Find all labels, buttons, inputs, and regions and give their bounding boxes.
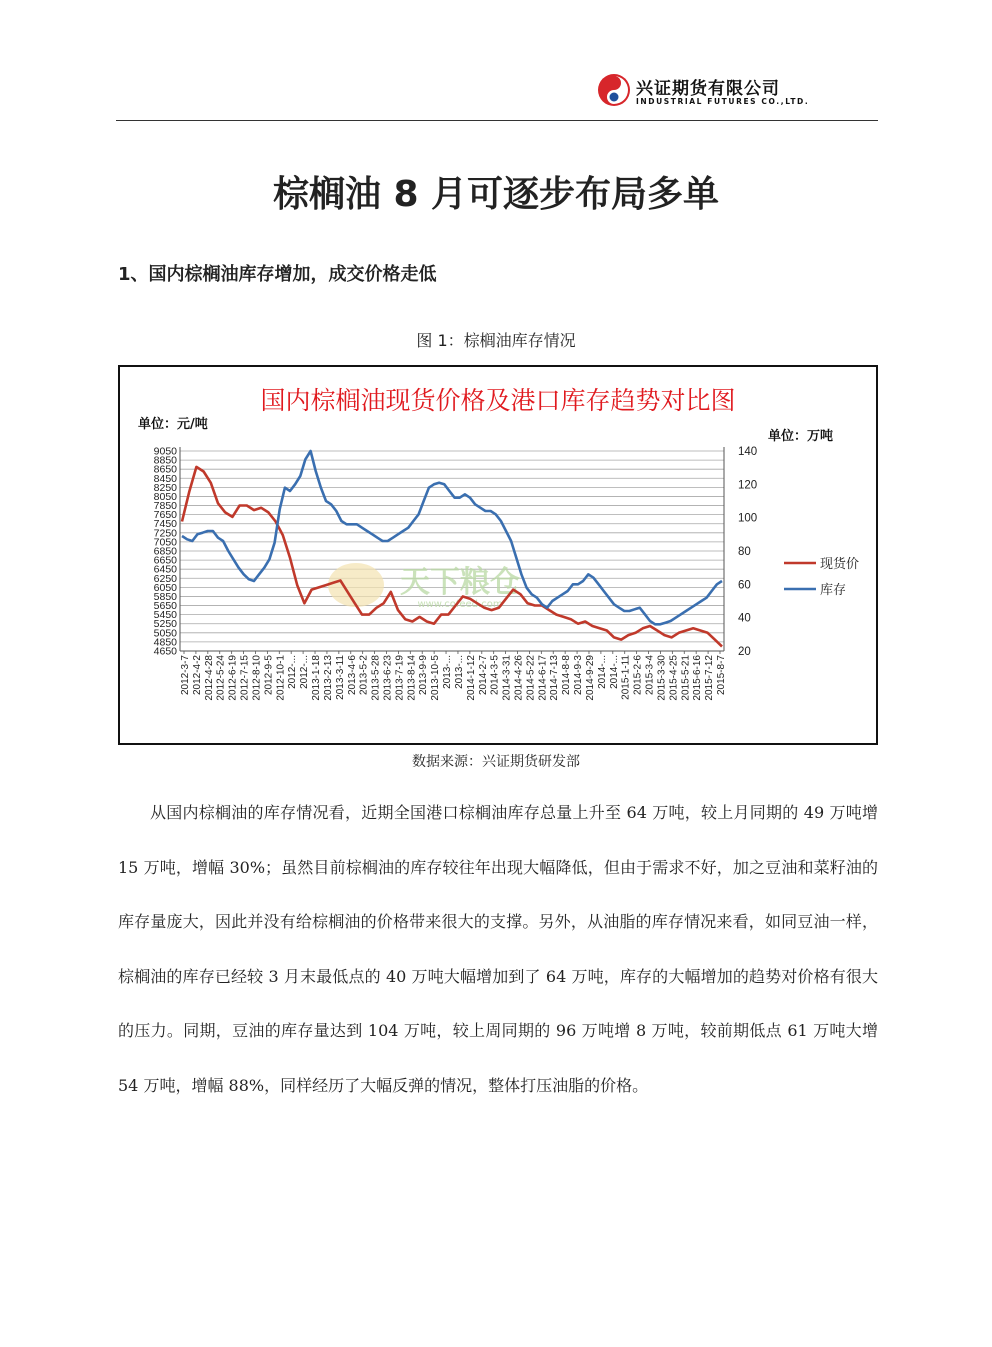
x-tick-label: 2014-7-13 (549, 655, 561, 701)
x-tick-label: 2014-5-22 (525, 655, 537, 701)
left-tick-label: 5250 (153, 618, 177, 631)
left-tick-label: 7450 (153, 518, 177, 531)
x-tick-label: 2013-9-9 (418, 655, 430, 696)
x-tick-label: 2012-5-24 (215, 655, 227, 701)
x-tick-label: 2012-6-19 (227, 655, 239, 701)
x-tick-label: 2014-1-12 (465, 655, 477, 701)
x-tick-label: 2014-3-31 (501, 655, 513, 701)
x-tick-label: 2012-4-28 (203, 655, 215, 701)
right-tick-label: 140 (738, 446, 758, 458)
x-tick-label: 2013-6-23 (382, 655, 394, 701)
x-tick-label: 2013-8-14 (406, 655, 418, 701)
right-tick-label: 100 (738, 512, 758, 525)
left-tick-label: 5450 (153, 609, 177, 622)
x-tick-label: 2014-6-17 (537, 655, 549, 701)
figure-caption: 图 1：棕榈油库存情况 (416, 331, 576, 350)
left-tick-label: 8450 (153, 472, 177, 485)
right-axis-unit: 单位：万吨 (768, 429, 834, 444)
left-tick-label: 7650 (153, 509, 177, 522)
watermark-emblem-icon (328, 563, 384, 607)
document-title: 棕榈油 8 月可逐步布局多单 (272, 174, 720, 215)
x-tick-label: 2015-5-21 (680, 655, 692, 701)
x-tick-label: 2013-7-19 (394, 655, 406, 701)
x-tick-label: 2012-7-15 (239, 655, 251, 701)
x-tick-label: 2013-... (453, 655, 465, 689)
left-tick-label: 7250 (153, 527, 177, 540)
x-tick-label: 2014-9-3 (573, 655, 585, 696)
x-tick-label: 2012-8-10 (251, 655, 263, 701)
left-tick-label: 8650 (153, 463, 177, 476)
body-paragraph: 从国内棕榈油的库存情况看，近期全国港口棕榈油库存总量上升至 64 万吨，较上月同期的 49 万吨增 15 万吨，增幅 30%；虽然目前棕榈油的库存较往年出现大幅降低，但由于需求不好，加之豆油和菜籽油的库存量庞大，因此并没有给棕榈油的价格带来很大的支撑。另外，从油脂的库存情况来看，如同豆油一样，棕榈油的库存已经较 3 月末最低点的 40 万吨大幅增加到了 64 万吨，库存的大幅增加的趋势对价格有很大的压力。同期，豆油的库存量达到 104 万吨，较上周同期的 96 万吨增 8 万吨，较前期低点 61 万吨大增 54 万吨，增幅 88%，同样经历了大幅反弹的情况，整体打压油脂的价格。 (118, 803, 878, 1095)
x-tick-label: 2014-8-8 (561, 655, 573, 696)
left-axis-unit: 单位：元/吨 (138, 417, 208, 432)
x-tick-label: 2012-... (287, 655, 299, 689)
x-tick-label: 2015-1-11 (620, 655, 632, 700)
x-tick-label: 2014-... (596, 655, 608, 689)
left-tick-label: 6050 (153, 581, 177, 594)
x-tick-label: 2015-4-25 (668, 655, 680, 701)
x-tick-label: 2012-... (299, 655, 311, 689)
x-tick-label: 2012-10-1 (275, 655, 287, 701)
logo-emblem-icon (596, 72, 632, 108)
x-tick-label: 2015-3-4 (644, 655, 656, 696)
x-tick-label: 2013-1-18 (311, 655, 323, 701)
x-tick-label: 2013-2-13 (322, 655, 334, 701)
left-tick-label: 7050 (153, 536, 177, 549)
x-tick-label: 2013-5-2 (358, 655, 370, 696)
left-tick-label: 6450 (153, 563, 177, 576)
right-tick-label: 60 (738, 579, 751, 592)
chart-frame (118, 365, 878, 745)
left-tick-label: 8850 (153, 454, 177, 467)
left-tick-label: 8050 (153, 490, 177, 503)
x-tick-label: 2012-9-5 (263, 655, 275, 696)
x-tick-label: 2015-3-30 (656, 655, 668, 701)
chart-title: 国内棕榈油现货价格及港口库存趋势对比图 (260, 386, 736, 415)
x-tick-label: 2013-3-11 (334, 655, 346, 700)
x-tick-label: 2014-4-26 (513, 655, 525, 701)
left-tick-label: 6650 (153, 554, 177, 567)
left-tick-label: 9050 (153, 445, 177, 458)
legend-label: 现货价 (820, 557, 860, 572)
company-logo (596, 70, 816, 114)
left-tick-label: 4850 (153, 636, 177, 649)
data-source-note: 数据来源：兴证期货研发部 (412, 754, 580, 770)
company-name-cn: 兴证期货有限公司 (636, 79, 780, 99)
right-tick-label: 120 (738, 479, 758, 492)
x-tick-label: 2014-2-7 (477, 655, 489, 696)
x-tick-label: 2013-4-6 (346, 655, 358, 696)
header-divider (116, 120, 878, 121)
right-tick-label: 20 (738, 646, 751, 658)
x-tick-label: 2013-... (442, 655, 454, 689)
x-tick-label: 2012-3-7 (180, 655, 191, 696)
watermark-url: www.cofeed.com (417, 599, 503, 610)
section-heading: 1、国内棕榈油库存增加，成交价格走低 (118, 264, 437, 285)
right-tick-label: 80 (738, 546, 751, 558)
left-tick-label: 8250 (153, 481, 177, 494)
left-tick-label: 5850 (153, 590, 177, 603)
x-tick-label: 2012-4-2 (191, 655, 203, 696)
x-tick-label: 2015-2-6 (632, 655, 644, 696)
x-tick-label: 2015-7-12 (704, 655, 716, 701)
left-tick-label: 5650 (153, 600, 177, 613)
watermark-text: 天下粮仓 (400, 565, 520, 600)
left-tick-label: 4650 (153, 645, 177, 658)
legend-label: 库存 (820, 583, 847, 598)
left-tick-label: 6250 (153, 572, 177, 585)
left-tick-label: 6850 (153, 545, 177, 558)
x-tick-label: 2013-5-28 (370, 655, 382, 701)
x-tick-label: 2015-6-16 (692, 655, 704, 701)
x-tick-label: 2014-3-5 (489, 655, 501, 696)
left-tick-label: 5050 (153, 627, 177, 640)
inventory-price-chart (120, 367, 876, 743)
company-name-en: INDUSTRIAL FUTURES CO.,LTD. (636, 97, 810, 106)
x-tick-label: 2013-10-5 (430, 655, 442, 701)
x-tick-label: 2014-... (608, 655, 620, 689)
left-tick-label: 7850 (153, 500, 177, 513)
right-tick-label: 40 (738, 612, 751, 625)
x-tick-label: 2014-9-29 (584, 655, 596, 701)
x-tick-label: 2015-8-7 (716, 655, 727, 696)
